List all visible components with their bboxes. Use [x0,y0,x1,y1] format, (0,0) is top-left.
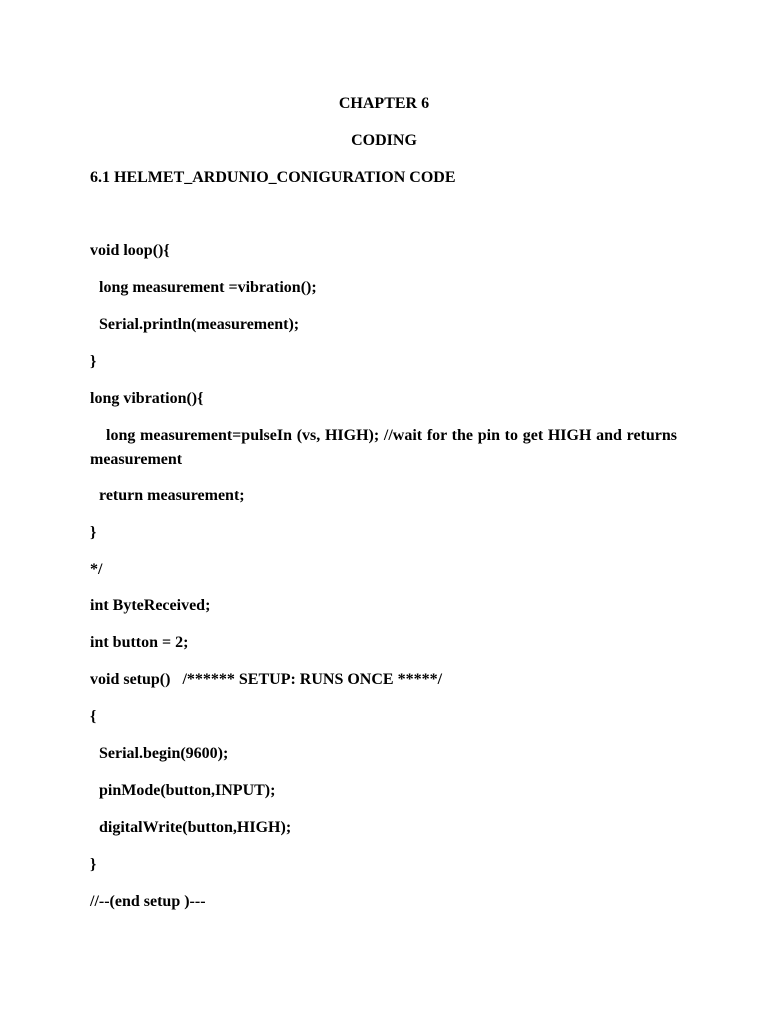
code-line: long vibration(){ [90,390,204,407]
chapter-title: CODING [351,132,417,149]
code-line: int button = 2; [90,634,189,651]
code-line: Serial.println(measurement); [99,316,300,333]
code-line: long measurement=pulseIn (vs, HIGH); //wait for the pin to get HIGH and returns measurement [90,427,677,468]
code-line: */ [90,561,103,578]
code-line: void loop(){ [90,242,170,259]
code-line: digitalWrite(button,HIGH); [99,819,292,836]
code-line: { [90,708,97,725]
code-line: Serial.begin(9600); [99,745,229,762]
code-line: //--(end setup )--- [90,893,206,910]
code-line: void setup() /****** SETUP: RUNS ONCE *****/ [90,671,443,688]
code-line: long measurement =vibration(); [99,279,317,296]
chapter-label: CHAPTER 6 [338,95,430,112]
code-line: return measurement; [99,487,245,504]
section-heading: 6.1 HELMET_ARDUNIO_CONIGURATION CODE [90,169,456,186]
code-line: } [90,353,97,370]
code-line: int ByteReceived; [90,597,211,614]
code-line: } [90,524,97,541]
code-line: } [90,856,97,873]
code-line: pinMode(button,INPUT); [99,782,276,799]
code-line-wrapped [90,424,677,472]
